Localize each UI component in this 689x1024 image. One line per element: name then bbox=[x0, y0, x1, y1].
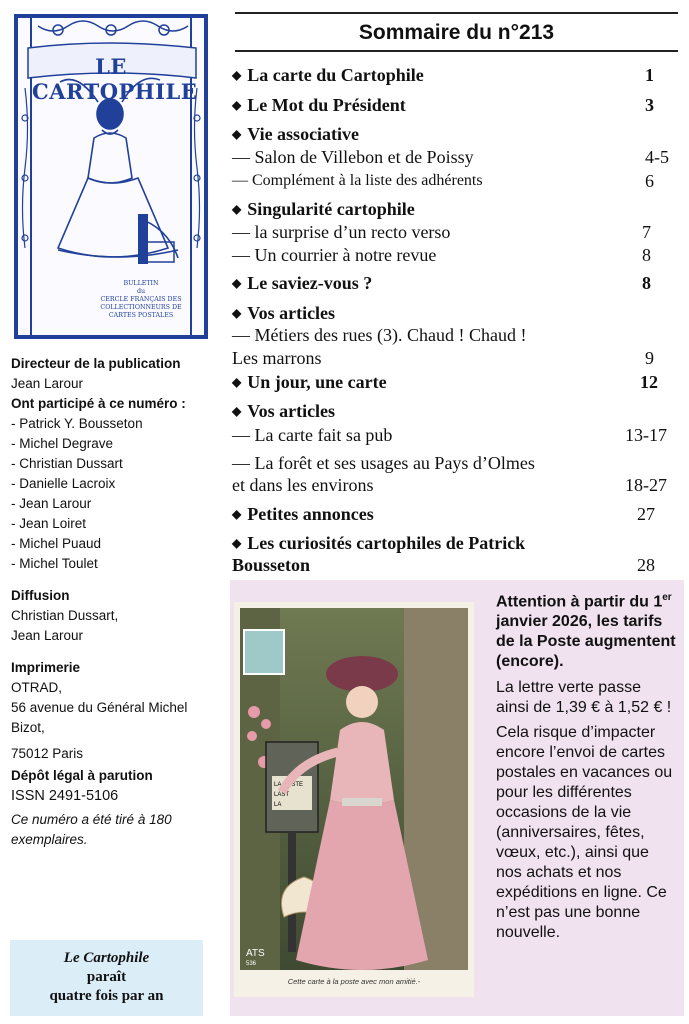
toc-text: — Salon de Villebon et de Poissy bbox=[232, 147, 474, 167]
frequency-box bbox=[10, 940, 203, 1016]
frequency-line: paraît bbox=[86, 969, 127, 985]
diamond-icon: ◆ bbox=[232, 202, 242, 216]
toc-text: Le saviez-vous ? bbox=[247, 273, 373, 293]
toc-text: Bousseton bbox=[232, 555, 311, 575]
diamond-icon: ◆ bbox=[232, 375, 242, 389]
diffusion-line: Jean Larour bbox=[11, 628, 84, 643]
notice-heading-a: Attention à partir du 1 bbox=[496, 593, 663, 611]
mailbox-sign: LA bbox=[274, 802, 282, 808]
contributors-label: Ont participé à ce numéro : bbox=[11, 396, 186, 411]
cover-line: du bbox=[136, 288, 146, 295]
director-name: Jean Larour bbox=[11, 376, 84, 391]
contributor: - Jean Loiret bbox=[11, 516, 87, 531]
toc-entry[interactable] bbox=[232, 146, 684, 168]
toc-page: 7 bbox=[642, 222, 651, 242]
notice-paragraph: La lettre verte passe ainsi de 1,39 € à 1,52 € ! bbox=[496, 679, 672, 717]
diffusion-line: Christian Dussart, bbox=[11, 608, 119, 623]
postcard-panel bbox=[230, 580, 485, 1016]
print-run: Ce numéro a été tiré à 180 bbox=[11, 812, 172, 827]
diamond-icon: ◆ bbox=[232, 306, 242, 320]
toc-entry[interactable] bbox=[232, 170, 684, 192]
toc-entry[interactable] bbox=[232, 424, 684, 446]
notice-heading-sup: er bbox=[662, 592, 672, 603]
toc-entry[interactable] bbox=[232, 554, 684, 576]
toc-text: et dans les environs bbox=[232, 475, 374, 495]
cover-line: BULLETIN bbox=[123, 280, 159, 287]
toc-entry[interactable] bbox=[232, 94, 684, 116]
diamond-icon: ◆ bbox=[232, 127, 242, 141]
contributor: - Michel Puaud bbox=[11, 536, 102, 551]
toc-text: Un jour, une carte bbox=[247, 372, 387, 392]
toc-entry[interactable] bbox=[232, 64, 684, 86]
diamond-icon: ◆ bbox=[232, 536, 242, 550]
toc-entry[interactable] bbox=[232, 244, 684, 266]
toc-entry[interactable] bbox=[232, 347, 684, 369]
mailbox-sign: LAST bbox=[274, 792, 290, 798]
contributor: - Danielle Lacroix bbox=[11, 476, 116, 491]
toc-text: Vie associative bbox=[247, 124, 360, 144]
toc-entry[interactable] bbox=[232, 324, 684, 346]
toc-page: 6 bbox=[645, 171, 654, 191]
cover-line: CERCLE FRANÇAIS DES bbox=[100, 296, 182, 303]
credits-block bbox=[11, 354, 221, 850]
toc-page: 28 bbox=[637, 555, 655, 575]
contributor: - Christian Dussart bbox=[11, 456, 123, 471]
toc-entry[interactable] bbox=[232, 503, 684, 525]
contributor: - Patrick Y. Bousseton bbox=[11, 416, 143, 431]
toc-entry[interactable] bbox=[232, 532, 684, 554]
director-label: Directeur de la publication bbox=[11, 356, 181, 371]
publisher-mark: ATS bbox=[246, 948, 265, 959]
postcard-image bbox=[234, 602, 474, 997]
toc-page: 18-27 bbox=[625, 475, 667, 495]
toc-section bbox=[232, 400, 684, 422]
toc-text: Les curiosités cartophiles de Patrick bbox=[247, 533, 526, 553]
toc-entry[interactable] bbox=[232, 452, 684, 474]
toc-page: 8 bbox=[642, 245, 651, 265]
legal-label: Dépôt légal à parution bbox=[11, 768, 153, 783]
cover-line: CARTES POSTALES bbox=[108, 312, 174, 319]
toc-text: — La carte fait sa pub bbox=[232, 425, 393, 445]
toc-text: Vos articles bbox=[247, 303, 336, 323]
toc-page: 9 bbox=[645, 348, 654, 368]
diamond-icon: ◆ bbox=[232, 98, 242, 112]
stamp-icon bbox=[244, 630, 284, 674]
diamond-icon: ◆ bbox=[232, 68, 242, 82]
toc-section bbox=[232, 302, 684, 324]
mailbox-sign: LA POSTE bbox=[274, 782, 304, 788]
issn: ISSN 2491-5106 bbox=[11, 788, 119, 804]
toc-page: 12 bbox=[640, 372, 658, 392]
toc-text: — Métiers des rues (3). Chaud ! Chaud ! bbox=[232, 325, 527, 345]
toc-text: Singularité cartophile bbox=[247, 199, 415, 219]
toc-text: La carte du Cartophile bbox=[247, 65, 424, 85]
toc-entry[interactable] bbox=[232, 371, 684, 393]
diamond-icon: ◆ bbox=[232, 276, 242, 290]
cover-illustration bbox=[14, 14, 208, 339]
toc-entry[interactable] bbox=[232, 474, 684, 496]
cover-title: LE CARTOPHILE bbox=[32, 54, 198, 104]
toc-page: 4-5 bbox=[645, 147, 669, 167]
toc-entry[interactable] bbox=[232, 272, 684, 294]
diffusion-label: Diffusion bbox=[11, 588, 70, 603]
notice-heading-b: janvier 2026, les tarifs de la Poste augmentent (encore). bbox=[496, 613, 676, 671]
printer-line: 56 avenue du Général Michel bbox=[11, 700, 188, 715]
toc-section bbox=[232, 123, 684, 145]
printer-line: OTRAD, bbox=[11, 680, 63, 695]
cover-line: COLLECTIONNEURS DE bbox=[100, 304, 182, 311]
summary-title: Sommaire du n°213 bbox=[235, 12, 678, 52]
toc-page: 8 bbox=[642, 273, 651, 293]
toc-page: 13-17 bbox=[625, 425, 667, 445]
toc-text: — La forêt et ses usages au Pays d’Olmes bbox=[232, 453, 535, 473]
frequency-line: quatre fois par an bbox=[49, 988, 164, 1004]
notice-heading bbox=[496, 588, 678, 672]
toc-section bbox=[232, 198, 684, 220]
toc-text: Petites annonces bbox=[247, 504, 374, 524]
print-run: exemplaires. bbox=[11, 832, 88, 847]
frequency-title: Le Cartophile bbox=[63, 950, 150, 966]
toc-entry[interactable] bbox=[232, 221, 684, 243]
price-notice bbox=[485, 580, 684, 1016]
diamond-icon: ◆ bbox=[232, 507, 242, 521]
printer-line: Bizot, bbox=[11, 720, 45, 735]
notice-paragraph: Cela risque d’impacter encore l’envoi de cartes postales en vacances ou pour les différentes occasions de la vie (anniversaires, fêtes, vœux, etc.), ainsi que nos achats et nos expéditions en ligne. Ce n’est pas une bonne nouvelle. bbox=[496, 724, 673, 942]
toc-page: 3 bbox=[645, 95, 654, 115]
contributor: - Michel Toulet bbox=[11, 556, 98, 571]
toc-page: 1 bbox=[645, 65, 654, 85]
postcard-caption: Cette carte à la poste avec mon amitié.- bbox=[287, 977, 421, 986]
printer-line: 75012 Paris bbox=[11, 746, 84, 761]
toc-page: 27 bbox=[637, 504, 655, 524]
contributors-list bbox=[11, 414, 221, 574]
diamond-icon: ◆ bbox=[232, 404, 242, 418]
toc-text: Les marrons bbox=[232, 348, 322, 368]
toc-text: — Complément à la liste des adhérents bbox=[232, 172, 483, 189]
toc-text: Le Mot du Président bbox=[247, 95, 406, 115]
contributor: - Jean Larour bbox=[11, 496, 92, 511]
contributor: - Michel Degrave bbox=[11, 436, 114, 451]
cover-subtitle bbox=[82, 280, 200, 320]
publisher-number: 536 bbox=[246, 961, 257, 967]
toc-text: — la surprise d’un recto verso bbox=[232, 222, 451, 242]
toc-text: Vos articles bbox=[247, 401, 336, 421]
printer-label: Imprimerie bbox=[11, 660, 81, 675]
toc-text: — Un courrier à notre revue bbox=[232, 245, 437, 265]
